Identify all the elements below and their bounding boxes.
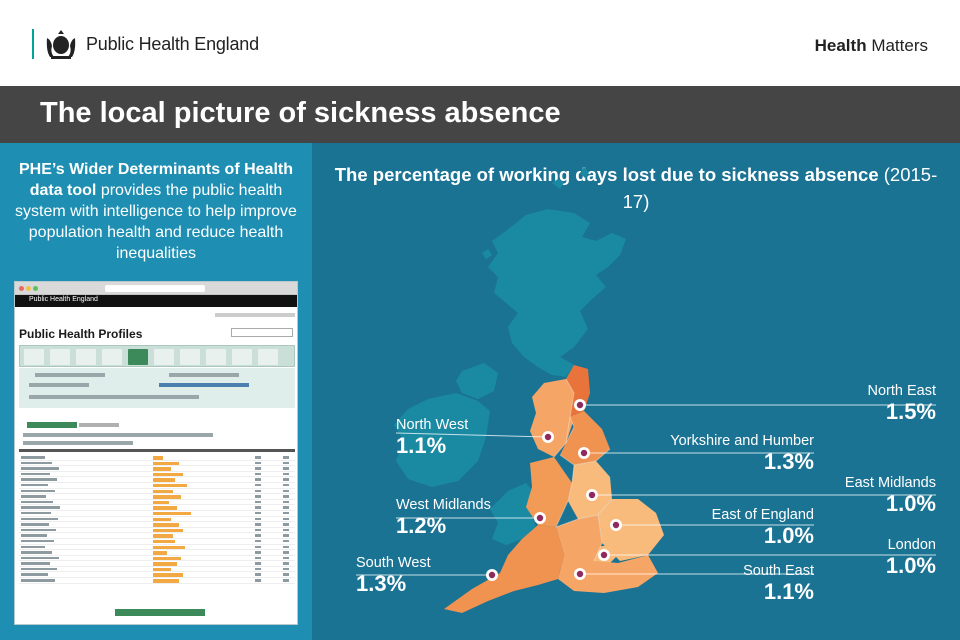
region-name: South West	[356, 555, 431, 571]
screenshot-area-button	[27, 422, 77, 428]
region-value: 1.3%	[763, 449, 814, 474]
screenshot-table-row	[19, 578, 295, 584]
region-name: South East	[743, 563, 814, 579]
logo-divider	[32, 29, 34, 59]
region-value: 1.5%	[885, 399, 936, 424]
phe-logo	[32, 28, 259, 60]
region-name: London	[887, 537, 936, 553]
minimize-dot-icon	[26, 286, 31, 291]
location-marker-icon	[486, 569, 498, 581]
browser-chrome	[15, 282, 297, 295]
screenshot-search-box	[231, 328, 293, 337]
close-dot-icon	[19, 286, 24, 291]
maximize-dot-icon	[33, 286, 38, 291]
region-value: 1.0%	[763, 523, 814, 548]
location-marker-icon	[586, 489, 598, 501]
royal-crest-icon	[44, 28, 78, 60]
region-name: North East	[867, 383, 936, 399]
location-marker-icon	[534, 512, 546, 524]
label-east-midlands	[845, 475, 936, 517]
location-marker-icon	[542, 431, 554, 443]
screenshot-org-name: Public Health England	[29, 296, 98, 303]
intro-rest: provides the public health system with intelligence to help improve population health and reduce health inequalities	[15, 182, 297, 262]
region-value: 1.2%	[396, 513, 447, 538]
region-value: 1.0%	[885, 553, 936, 578]
intro-panel	[0, 143, 312, 640]
label-yorkshire	[670, 433, 814, 475]
label-east-of-england	[712, 507, 814, 549]
location-marker-icon	[574, 399, 586, 411]
region-value: 1.1%	[396, 433, 447, 458]
region-name: East of England	[711, 507, 814, 523]
screenshot-top-links	[215, 313, 295, 317]
brand-regular: Matters	[866, 36, 928, 55]
intro-bold: PHE’s Wider Determinants of Health data tool	[19, 161, 293, 199]
screenshot-nav-tabs	[19, 345, 295, 367]
screenshot-filter-panel	[19, 368, 295, 408]
map-scotland	[488, 209, 626, 377]
label-north-east	[868, 383, 937, 425]
region-name: East Midlands	[844, 475, 936, 491]
brand-bold: Health	[814, 36, 867, 55]
title-bar	[0, 86, 960, 143]
data-tool-screenshot	[14, 281, 298, 625]
map-panel	[312, 143, 960, 640]
label-south-west	[356, 555, 431, 597]
page-header	[0, 0, 960, 86]
screenshot-export-button	[115, 609, 205, 616]
screenshot-org-bar	[15, 295, 297, 307]
map-region-west-midlands	[526, 457, 572, 527]
region-value: 1.3%	[356, 571, 407, 596]
location-marker-icon	[574, 568, 586, 580]
label-west-midlands	[396, 497, 491, 539]
page-title: The local picture of sickness absence	[40, 97, 561, 129]
chart-title-text: The percentage of working days lost due to sickness absence	[334, 164, 879, 185]
label-london	[886, 537, 936, 579]
region-name: West Midlands	[396, 497, 491, 513]
location-marker-icon	[598, 549, 610, 561]
intro-text	[10, 159, 302, 264]
location-marker-icon	[610, 519, 622, 531]
region-name: Yorkshire and Humber	[670, 433, 814, 449]
screenshot-body	[15, 307, 298, 625]
health-matters-brand	[815, 36, 928, 56]
label-north-west	[396, 417, 468, 459]
label-south-east	[743, 563, 814, 605]
region-value: 1.0%	[885, 491, 936, 516]
map-northern-ireland	[456, 363, 498, 399]
region-name: North West	[396, 417, 469, 433]
screenshot-data-table	[19, 455, 295, 584]
location-marker-icon	[578, 447, 590, 459]
chart-period: (2015-17)	[622, 164, 938, 212]
address-bar	[105, 285, 205, 292]
region-value: 1.1%	[763, 579, 814, 604]
org-name: Public Health England	[86, 33, 259, 54]
screenshot-app-title: Public Health Profiles	[19, 327, 143, 341]
